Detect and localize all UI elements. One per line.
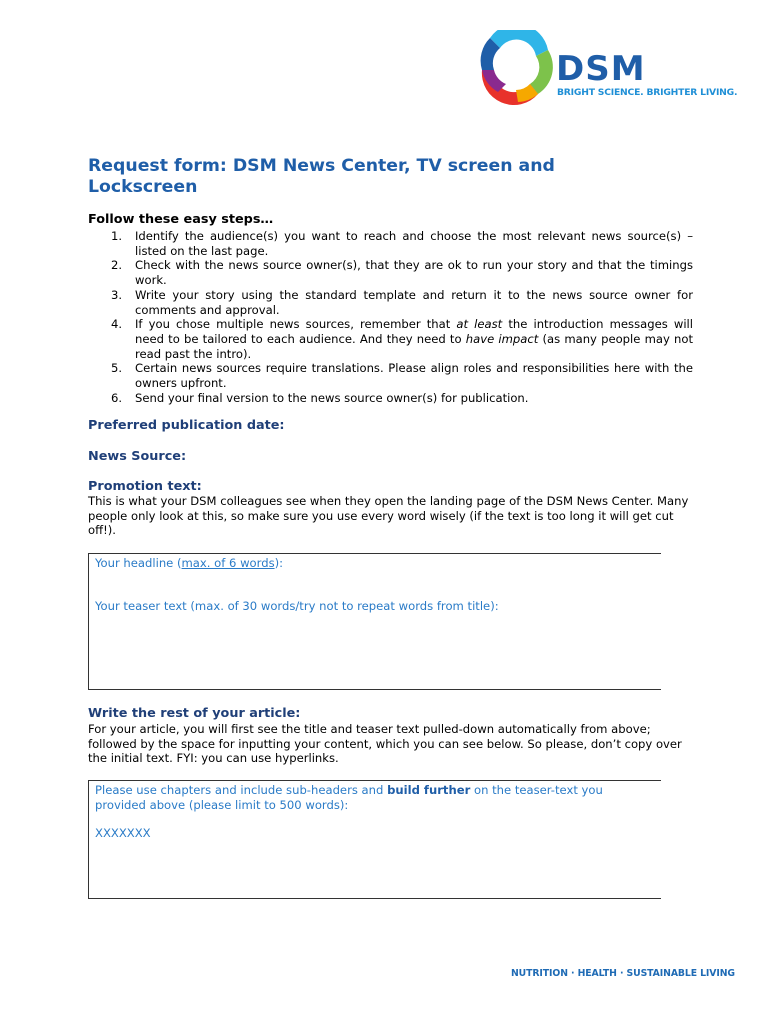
- step-number: 5.: [111, 361, 123, 376]
- article-prompt-text: Please use chapters and include sub-headers and: [95, 783, 388, 797]
- step-text: If you chose multiple news sources, remember that: [135, 317, 457, 332]
- steps-list: [88, 229, 693, 405]
- article-placeholder: XXXXXXX: [95, 826, 151, 840]
- article-body: For your article, you will first see the title and teaser text pulled-down automatically from above; followed by the space for inputting your content, which you can see below. So please, don’t copy over the initial text. FYI: you can use hyperlinks.: [88, 722, 682, 766]
- step-text: Send your final version to the news source owner(s) for publication.: [135, 390, 529, 405]
- step-number: 2.: [111, 258, 123, 273]
- step-number: 6.: [111, 390, 123, 405]
- headline-prompt: [95, 556, 283, 571]
- step-number: 4.: [111, 317, 123, 332]
- headline-prompt-text: Your headline (: [95, 556, 182, 570]
- article-prompt-text: on the teaser-text you provided above (please limit to 500 words):: [95, 783, 603, 812]
- article-prompt: [95, 783, 640, 812]
- step-text: Write your story using the standard template and return it to the news source owner for comments and approval.: [135, 287, 693, 317]
- list-item: [88, 317, 693, 361]
- logo-brand: DSM: [556, 49, 646, 89]
- promotion-heading: Promotion text:: [88, 479, 202, 494]
- page-title: Request form: DSM News Center, TV screen and Lockscreen: [88, 156, 555, 197]
- step-text: (as many people may not read past the intro).: [135, 331, 694, 361]
- step-text: Check with the news source owner(s), that they are ok to run your story and that the timings work.: [135, 258, 693, 288]
- step-number: 1.: [111, 229, 123, 243]
- news-source-label: News Source:: [88, 449, 187, 464]
- step-emphasis: have impact: [465, 331, 539, 346]
- promotion-body: This is what your DSM colleagues see when they open the landing page of the DSM News Center. Many people only look at this, so make sure you use every word wisely (if the text is too long it will get cut off!).: [88, 494, 689, 538]
- headline-word-limit: max. of 6 words: [181, 556, 275, 570]
- step-emphasis: at least: [456, 317, 503, 332]
- headline-prompt-text: ):: [274, 556, 284, 570]
- article-input-box[interactable]: [88, 780, 661, 899]
- logo-tagline: BRIGHT SCIENCE. BRIGHTER LIVING.: [557, 87, 738, 98]
- steps-heading: Follow these easy steps…: [88, 212, 274, 227]
- list-item: [88, 391, 693, 406]
- promotion-input-box[interactable]: [88, 553, 661, 690]
- step-number: 3.: [111, 287, 123, 302]
- list-item: [88, 288, 693, 317]
- article-heading: Write the rest of your article:: [88, 706, 301, 721]
- publication-date-label: Preferred publication date:: [88, 418, 285, 433]
- step-text: the introduction messages will need to be tailored to each audience. And they need to: [135, 317, 693, 346]
- teaser-prompt: Your teaser text (max. of 30 words/try not to repeat words from title):: [95, 599, 499, 613]
- step-text: Certain news sources require translations. Please align roles and responsibilities here with the owners upfront.: [135, 361, 693, 391]
- footer-tagline: NUTRITION · HEALTH · SUSTAINABLE LIVING: [511, 968, 735, 979]
- list-item: [88, 258, 693, 287]
- step-text: Identify the audience(s) you want to reach and choose the most relevant news source(s) – listed on the last page.: [135, 229, 693, 258]
- list-item: [88, 361, 693, 390]
- list-item: [88, 229, 693, 258]
- article-prompt-bold: build further: [387, 783, 471, 797]
